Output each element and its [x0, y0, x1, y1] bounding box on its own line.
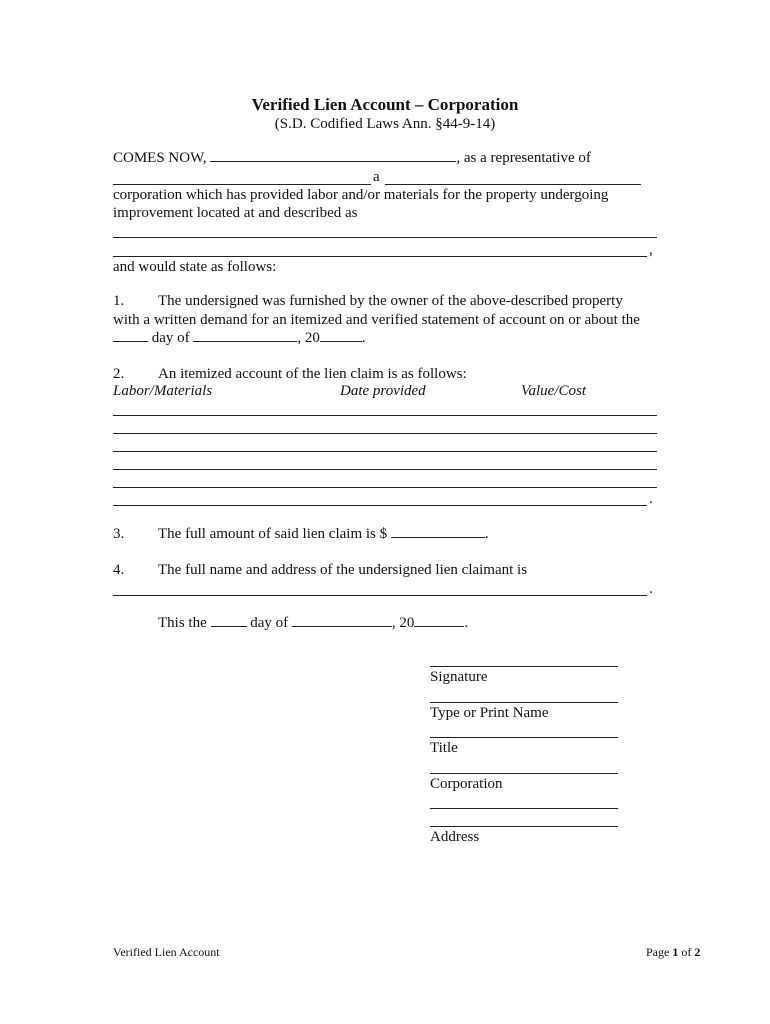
corporation-type-blank[interactable] [385, 184, 641, 185]
signature-label: Signature [430, 669, 488, 685]
claimant-name-address-blank[interactable] [113, 595, 647, 596]
para1-month-blank[interactable] [193, 340, 297, 342]
para3-line [158, 527, 489, 542]
para2-number: 2. [113, 366, 125, 382]
page-total: 2 [694, 945, 701, 959]
property-description-blank-2[interactable] [113, 256, 647, 257]
corporation-line[interactable] [430, 773, 618, 774]
para4-text: The full name and address of the undersigned lien claimant is [158, 562, 528, 578]
document-subtitle: (S.D. Codified Laws Ann. §44-9-14) [274, 116, 496, 132]
comes-now-label: COMES NOW, [113, 150, 207, 166]
para1-text: The undersigned was furnished by the owner of the above-described property [158, 293, 623, 309]
a-label: a [373, 169, 380, 185]
para4-number: 4. [113, 562, 125, 578]
para1-end: . [361, 330, 366, 346]
dated-line [158, 616, 468, 631]
page-indicator [646, 946, 700, 958]
para3-number: 3. [113, 526, 125, 542]
itemized-line-1[interactable] [113, 415, 657, 416]
itemized-line-3[interactable] [113, 451, 657, 452]
document-title: Verified Lien Account – Corporation [251, 95, 519, 114]
para2-text: An itemized account of the lien claim is as follows: [158, 366, 467, 382]
representative-name-blank[interactable] [210, 160, 456, 162]
signature-line[interactable] [430, 666, 618, 667]
dated-day-blank[interactable] [211, 625, 247, 627]
page-prefix: Page [646, 945, 670, 959]
property-description-comma: , [649, 242, 653, 258]
para1-day-of: day of [151, 330, 190, 346]
para1-year-prefix: , 20 [297, 330, 320, 346]
para1-number: 1. [113, 293, 125, 309]
corporation-label: Corporation [430, 776, 503, 792]
page-of: of [681, 945, 692, 959]
para3-text: The full amount of said lien claim is $ [158, 526, 388, 542]
comes-now-line [113, 151, 591, 166]
column-date-provided: Date provided [340, 383, 426, 399]
print-name-label: Type or Print Name [430, 705, 549, 721]
para1-year-blank[interactable] [320, 340, 362, 342]
property-description-blank-1[interactable] [113, 237, 657, 238]
itemized-line-5[interactable] [113, 487, 657, 488]
address-label: Address [430, 829, 480, 845]
itemized-line-2[interactable] [113, 433, 657, 434]
para1-line2: with a written demand for an itemized and verified statement of account on or about the [113, 312, 640, 328]
address-line-1[interactable] [430, 808, 618, 809]
page-current: 1 [672, 945, 679, 959]
para1-day-blank[interactable] [113, 340, 148, 342]
intro-line-2: corporation which has provided labor and/or materials for the property undergoing [113, 187, 609, 203]
para3-end: . [484, 526, 489, 542]
dated-end: . [464, 615, 469, 631]
print-name-line[interactable] [430, 702, 618, 703]
lien-amount-blank[interactable] [391, 536, 485, 538]
dated-year-blank[interactable] [414, 625, 464, 627]
title-line[interactable] [430, 737, 618, 738]
as-representative-label: , as a representative of [456, 150, 591, 166]
itemized-line-6[interactable] [113, 505, 647, 506]
dated-year-prefix: , 20 [391, 615, 415, 631]
para1-date-line [113, 331, 366, 346]
dated-day-of: day of [250, 615, 289, 631]
corporation-name-blank[interactable] [113, 184, 371, 185]
title-label: Title [430, 740, 458, 756]
state-as-follows: and would state as follows: [113, 259, 277, 275]
column-labor-materials: Labor/Materials [113, 383, 213, 399]
para4-end: . [649, 581, 653, 597]
intro-line-3: improvement located at and described as [113, 205, 358, 221]
itemized-line-4[interactable] [113, 469, 657, 470]
footer-document-name: Verified Lien Account [113, 945, 220, 959]
dated-month-blank[interactable] [292, 625, 392, 627]
address-line-2[interactable] [430, 826, 618, 827]
column-value-cost: Value/Cost [521, 383, 587, 399]
dated-this-the: This the [158, 615, 207, 631]
itemized-end: . [649, 491, 653, 507]
